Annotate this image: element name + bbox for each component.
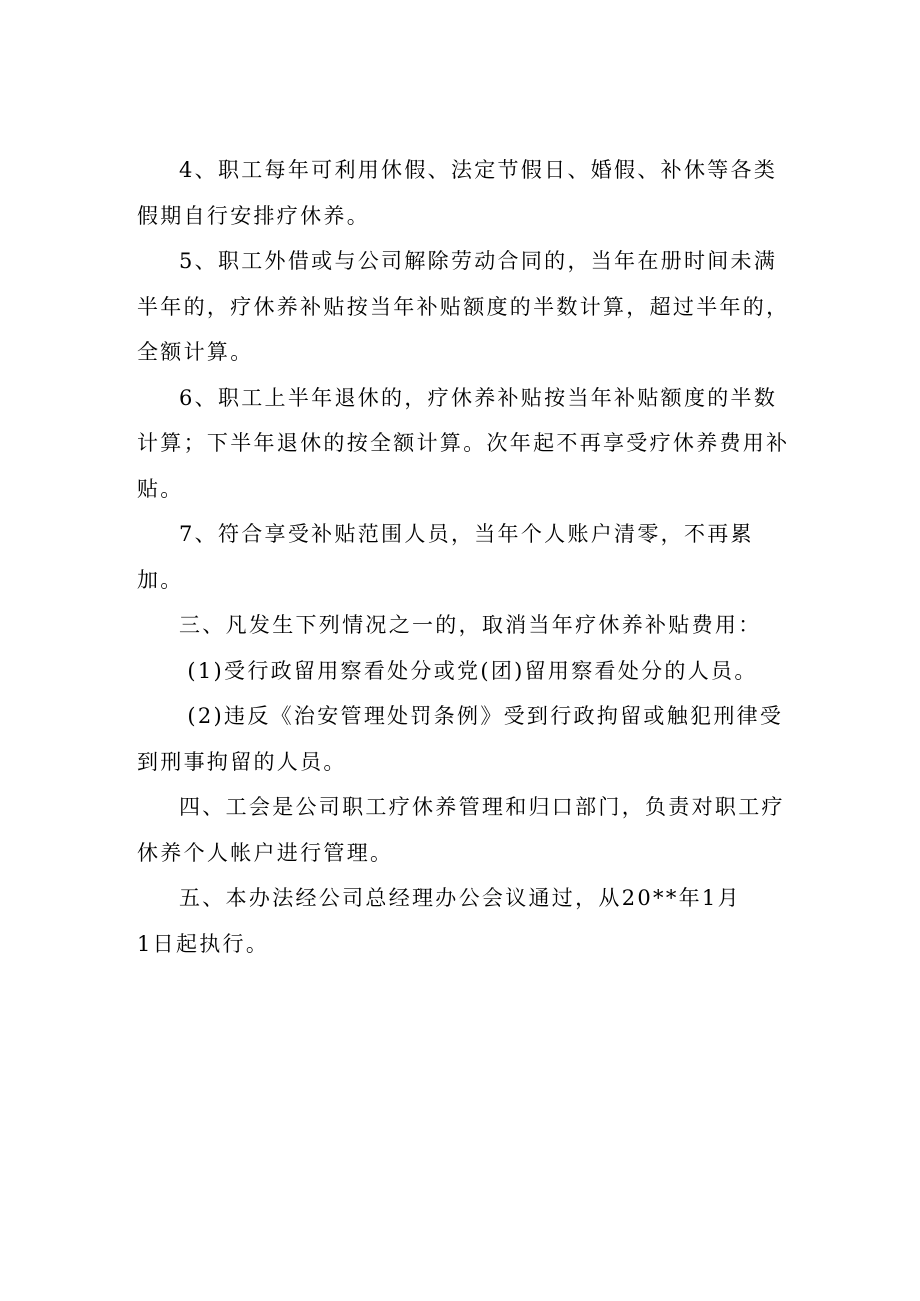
section-5-line-2: 1日起执行。: [137, 931, 270, 956]
section-3-heading: 三、凡发生下列情况之一的，取消当年疗休养补贴费用：: [179, 613, 762, 637]
section-3-case-2: (2)违反《治安管理处罚条例》受到行政拘留或触犯刑律受到刑事拘留的人员。: [137, 704, 784, 774]
section-5-line-1: 五、本办法经公司总经理办公会议通过，从20**年1月: [179, 886, 741, 910]
section-4-paragraph: 四、工会是公司职工疗休养管理和归口部门，负责对职工疗休养个人帐户进行管理。: [137, 795, 785, 865]
section-5-paragraph: [137, 876, 797, 967]
document-body: [137, 148, 797, 967]
section-3-case-1: (1)受行政留用察看处分或党(团)留用察看处分的人员。: [187, 658, 758, 683]
paragraph-item-4: 4、职工每年可利用休假、法定节假日、婚假、补休等各类假期自行安排疗休养。: [137, 158, 778, 228]
paragraph-item-7: 7、符合享受补贴范围人员，当年个人账户清零，不再累加。: [137, 522, 754, 592]
paragraph-item-5: 5、职工外借或与公司解除劳动合同的，当年在册时间未满半年的，疗休养补贴按当年补贴额度的半数计算，超过半年的，全额计算。: [137, 249, 790, 364]
paragraph-item-6: 6、职工上半年退休的，疗休养补贴按当年补贴额度的半数计算；下半年退休的按全额计算。次年起不再享受疗休养费用补贴。: [137, 385, 790, 501]
